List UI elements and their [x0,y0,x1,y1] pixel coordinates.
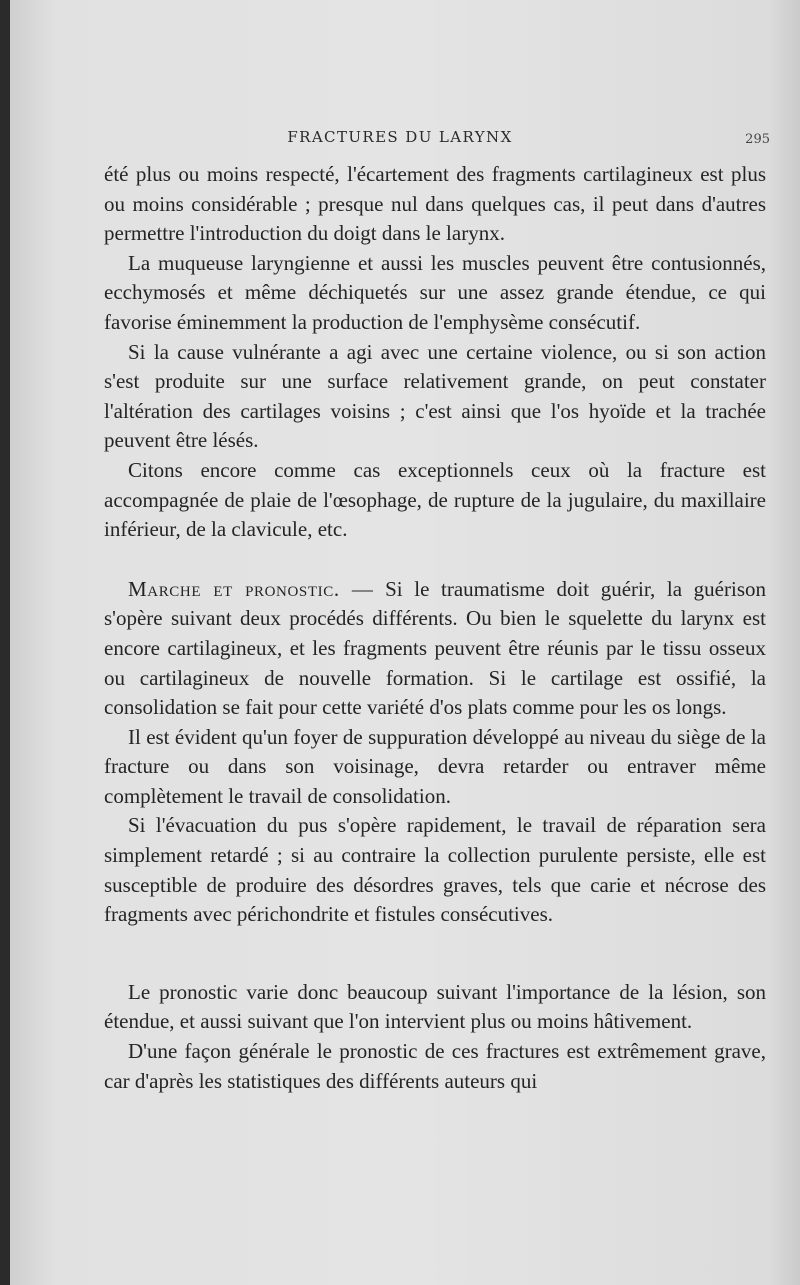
book-page [10,0,800,1285]
section-paragraph [104,575,766,723]
page-number: 295 [745,132,770,147]
paragraph: été plus ou moins respecté, l'écartement des fragments cartilagineux est plus ou moins considérable ; presque nul dans quelques cas, il peut dans d'autres permettre l'introduction du doigt dans le larynx. [104,162,766,246]
running-head [10,128,800,152]
section-heading: Marche et pronostic. — [128,576,374,601]
paragraph: La muqueuse laryngienne et aussi les muscles peuvent être contusionnés, ecchymosés et même déchiquetés sur une assez grande étendue, ce qui favorise éminemment la production de l'emphysème consécutif. [104,250,766,334]
running-title: FRACTURES DU LARYNX [287,128,513,146]
paragraph: D'une façon générale le pronostic de ces fractures est extrêmement grave, car d'après les statistiques des différents auteurs qui [104,1039,766,1093]
paragraph: Le pronostic varie donc beaucoup suivant l'importance de la lésion, son étendue, et aussi suivant que l'on intervient plus ou moins hâtivement. [104,979,766,1034]
paragraph: Si l'évacuation du pus s'opère rapidement, le travail de réparation sera simplement retardé ; si au contraire la collection purulente persiste, elle est susceptible de produire des désordres graves, tels que carie et nécrose des fragments avec périchondrite et fistules consécutives. [104,813,766,927]
paragraph: Si la cause vulnérante a agi avec une certaine violence, ou si son action s'est produite sur une surface relativement grande, on peut constater l'altération des cartilages voisins ; c'est ainsi que l'os hyoïde et la trachée peuvent être lésés. [104,339,766,453]
body-text [104,160,766,1096]
paragraph: Il est évident qu'un foyer de suppuration développé au niveau du siège de la fracture ou dans son voisinage, devra retarder ou entraver même complètement le travail de consolidation. [104,724,766,808]
paragraph: Citons encore comme cas exceptionnels ceux où la fracture est accompagnée de plaie de l'œsophage, de rupture de la jugulaire, du maxillaire inférieur, de la clavicule, etc. [104,457,766,542]
paragraph-text: Si le traumatisme doit guérir, la guérison s'opère suivant deux procédés différents. Ou bien le squelette du larynx est encore cartilagineux, et les fragments peuvent être réunis par le tissu osseux ou cartilagineux de nouvelle formation. Si le cartilage est ossifié, la consolidation se fait pour cette variété d'os plats comme pour les os longs. [104,576,767,720]
